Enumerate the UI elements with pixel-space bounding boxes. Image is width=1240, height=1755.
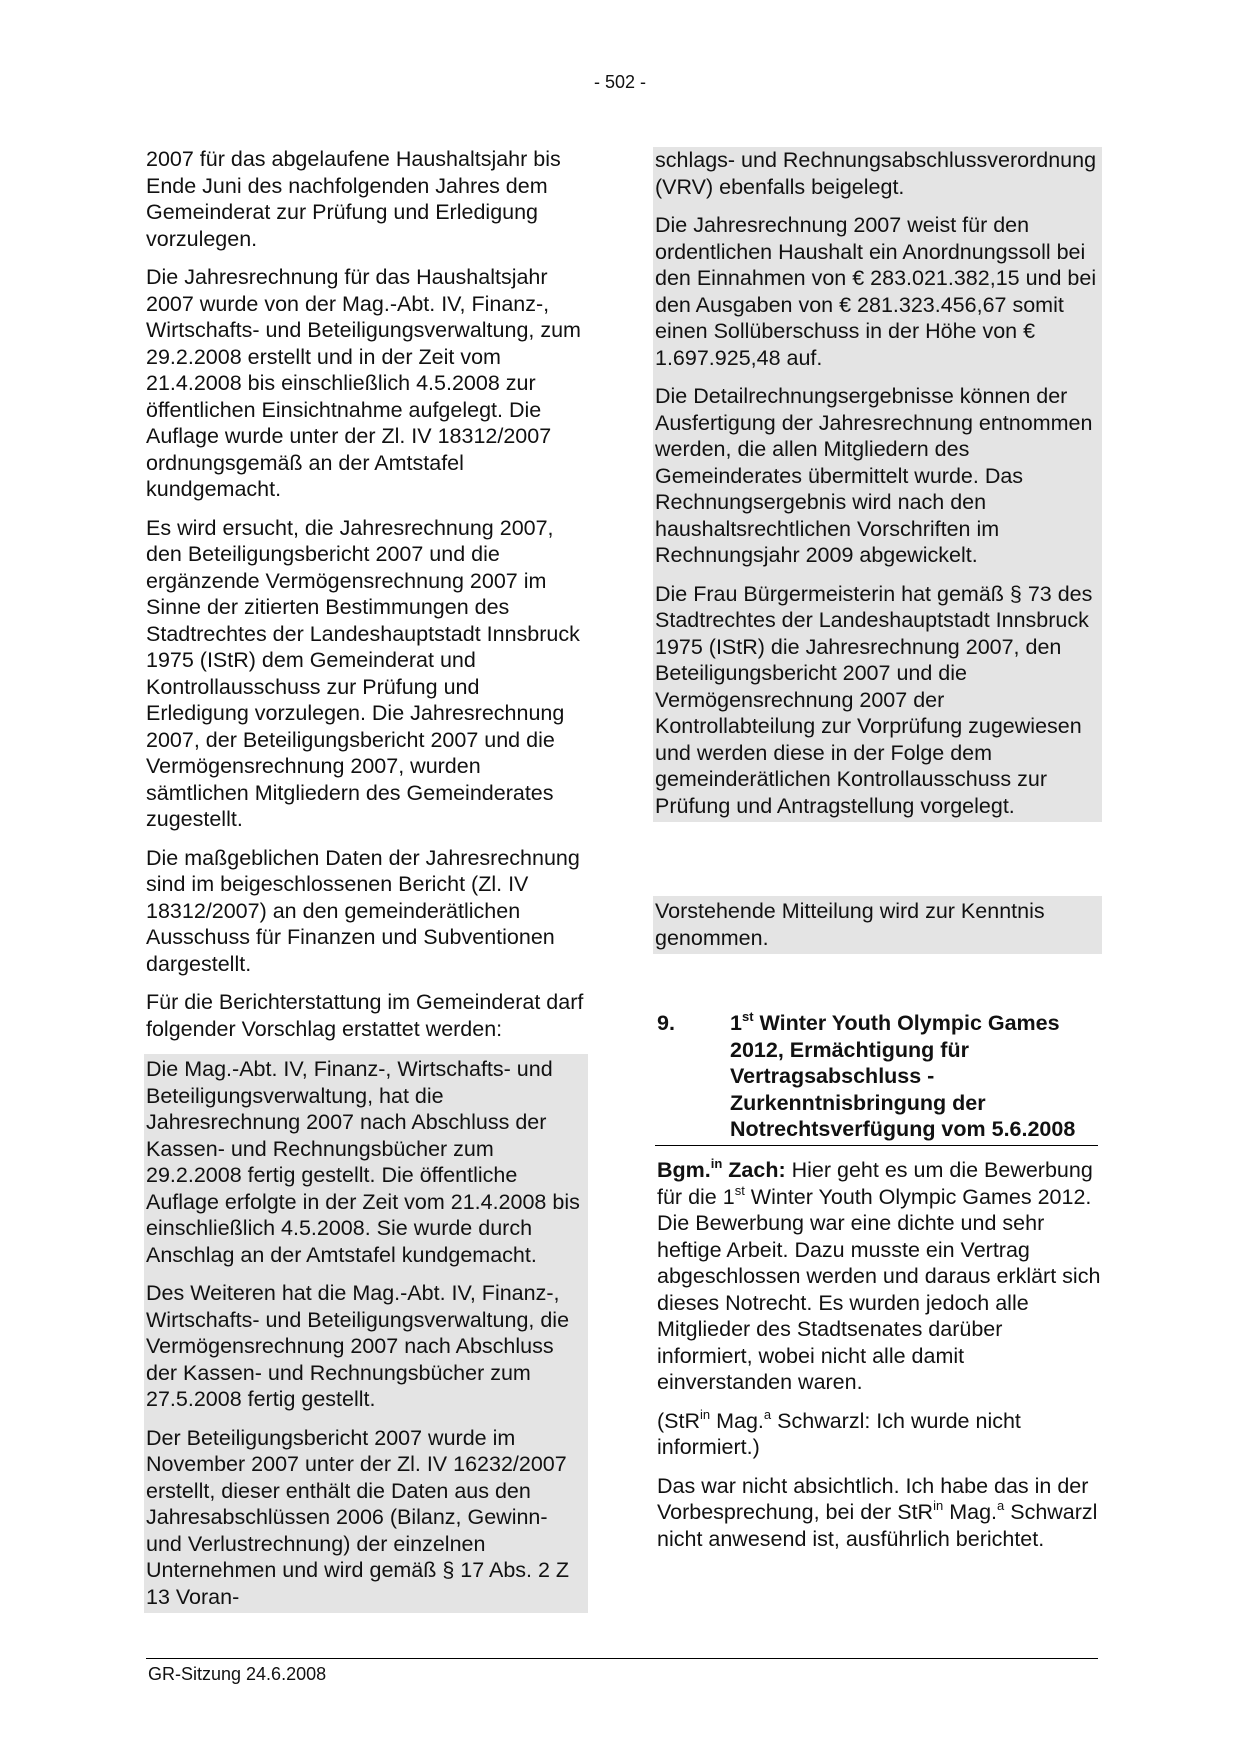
notice-text: Vorstehende Mitteilung wird zur Kenntnis genommen. [655, 899, 1045, 950]
proposal-continuation-block [653, 147, 1102, 822]
paragraph: Es wird ersucht, die Jahresrechnung 2007, den Beteiligungsbericht 2007 und die ergänzende Vermögensrechnung 2007 im Sinne der zitierten Bestimmungen des Stadtrechtes der Landeshauptstadt Innsbruck 1975 (IStR) dem Gemeinderat und Kontrollausschuss zur Prüfung und Erledigung vorzulegen. Die Jahresrechnung 2007, der Beteiligungsbericht 2007 und die Vermögensrechnung 2007, wurden sämtlichen Mitgliedern des Gemeinderates zugestellt. [146, 515, 580, 831]
footer-divider [146, 1658, 1098, 1659]
ordinal: 1 [730, 1011, 742, 1035]
proposal-paragraph: Der Beteiligungsbericht 2007 wurde im November 2007 unter der Zl. IV 16232/2007 erstellt, dieser enthält die Daten aus den Jahresabschlüssen 2006 (Bilanz, Gewinn- und Verlustrechnung) der einzelnen Unternehmen und wird gemäß § 17 Abs. 2 Z 13 Voran- [146, 1425, 570, 1609]
speaker: Bgm.$^{in}$ Zach: [657, 1156, 786, 1182]
notice-block [655, 896, 1100, 954]
ordinal-suffix: st [741, 1009, 754, 1024]
proposal-paragraph: Des Weiteren hat die Mag.-Abt. IV, Finanz-, Wirtschafts- und Beteiligungsverwaltung, die Vermögensrechnung 2007 nach Abschluss der Kassen- und Rechnungsbücher zum 27.5.2008 fertig gestellt. [146, 1281, 570, 1411]
speech-paragraph: Bgm.$^{in}$ Zach: Hier geht es um die Bewerbung für die 1st Winter Youth Olympic Games 2012. Die Bewerbung war eine dichte und sehr heftige Arbeit. Dazu musste ein Vertrag abgeschlossen werden und daraus erklärt sich dieses Notrecht. Es wurden jedoch alle Mitglieder des Stadtsenates darüber informiert, wobei nicht alle damit einverstanden waren. [657, 1156, 1101, 1394]
proposal-paragraph: Die Mag.-Abt. IV, Finanz-, Wirtschafts- und Beteiligungsverwaltung, hat die Jahresrechnung 2007 nach Abschluss der Kassen- und Rechnungsbücher zum 29.2.2008 fertig gestellt. Die öffentliche Auflage erfolgte in der Zeit vom 21.4.2008 bis einschließlich 4.5.2008. Sie wurde durch Anschlag an der Amtstafel kundgemacht. [146, 1057, 580, 1267]
page-number: - 502 - [593, 72, 647, 92]
paragraph: Für die Berichterstattung im Gemeinderat darf folgender Vorschlag erstattet werden: [146, 990, 584, 1041]
speech-block [657, 1157, 1102, 1564]
proposal-paragraph: Die Detailrechnungsergebnisse können der Ausfertigung der Jahresrechnung entnommen werden, die allen Mitgliedern des Gemeinderates übermittelt wurde. Das Rechnungsergebnis wird nach den haushaltsrechtlichen Vorschriften im Rechnungsjahr 2009 abgewickelt. [655, 384, 1093, 567]
proposal-block [144, 1054, 588, 1613]
agenda-title-text: Winter Youth Olympic Games 2012, Ermächtigung für Vertragsabschluss - Zurkenntnisbringung der Notrechtsverfügung vom 5.6.2008 [730, 1011, 1076, 1141]
right-column-highlight [655, 147, 1100, 822]
agenda-item-title [730, 1010, 1100, 1143]
paragraph: Die maßgeblichen Daten der Jahresrechnung sind im beigeschlossenen Bericht (Zl. IV 18312/2007) an den gemeinderätlichen Ausschuss für Finanzen und Subventionen dargestellt. [146, 845, 580, 976]
left-column [146, 146, 586, 1613]
proposal-paragraph: Die Frau Bürgermeisterin hat gemäß § 73 des Stadtrechtes der Landeshauptstadt Innsbruck 1975 (IStR) die Jahresrechnung 2007, den Beteiligungsbericht 2007 und die Vermögensrechnung 2007 der Kontrollabteilung zur Vorprüfung zugewiesen und werden diese in der Folge dem gemeinderätlichen Kontrollausschuss zur Prüfung und Antragstellung vorgelegt. [655, 581, 1093, 818]
speech-paragraph: Das war nicht absichtlich. Ich habe das in der Vorbesprechung, bei der StR$^{in}$ Mag.$^a$ Schwarzl nicht anwesend ist, ausführlich berichtet. [657, 1473, 1098, 1551]
paragraph: 2007 für das abgelaufene Haushaltsjahr bis Ende Juni des nachfolgenden Jahres dem Gemeinderat zur Prüfung und Erledigung vorzulegen. [146, 147, 561, 251]
heading-divider [655, 1145, 1098, 1146]
agenda-item-number: 9. [657, 1011, 675, 1035]
agenda-item-heading [657, 1010, 1100, 1143]
interjection: (StR$^{in}$ Mag.$^a$ Schwarzl: Ich wurde nicht informiert.) [657, 1406, 1021, 1459]
proposal-paragraph: schlags- und Rechnungsabschlussverordnung (VRV) ebenfalls beigelegt. [655, 148, 1097, 199]
notice-highlight [653, 896, 1102, 954]
proposal-paragraph: Die Jahresrechnung 2007 weist für den ordentlichen Haushalt ein Anordnungssoll bei den Einnahmen von € 283.021.382,15 und bei den Ausgaben von € 281.323.456,67 somit einen Sollüberschuss in der Höhe von € 1.697.925,48 auf. [655, 213, 1097, 370]
footer-text: GR-Sitzung 24.6.2008 [148, 1664, 327, 1684]
paragraph: Die Jahresrechnung für das Haushaltsjahr 2007 wurde von der Mag.-Abt. IV, Finanz-, Wirtschafts- und Beteiligungsverwaltung, zum 29.2.2008 erstellt und in der Zeit vom 21.4.2008 bis einschließlich 4.5.2008 zur öffentlichen Einsichtnahme aufgelegt. Die Auflage wurde unter der Zl. IV 18312/2007 ordnungsgemäß an der Amtstafel kundgemacht. [146, 265, 581, 501]
